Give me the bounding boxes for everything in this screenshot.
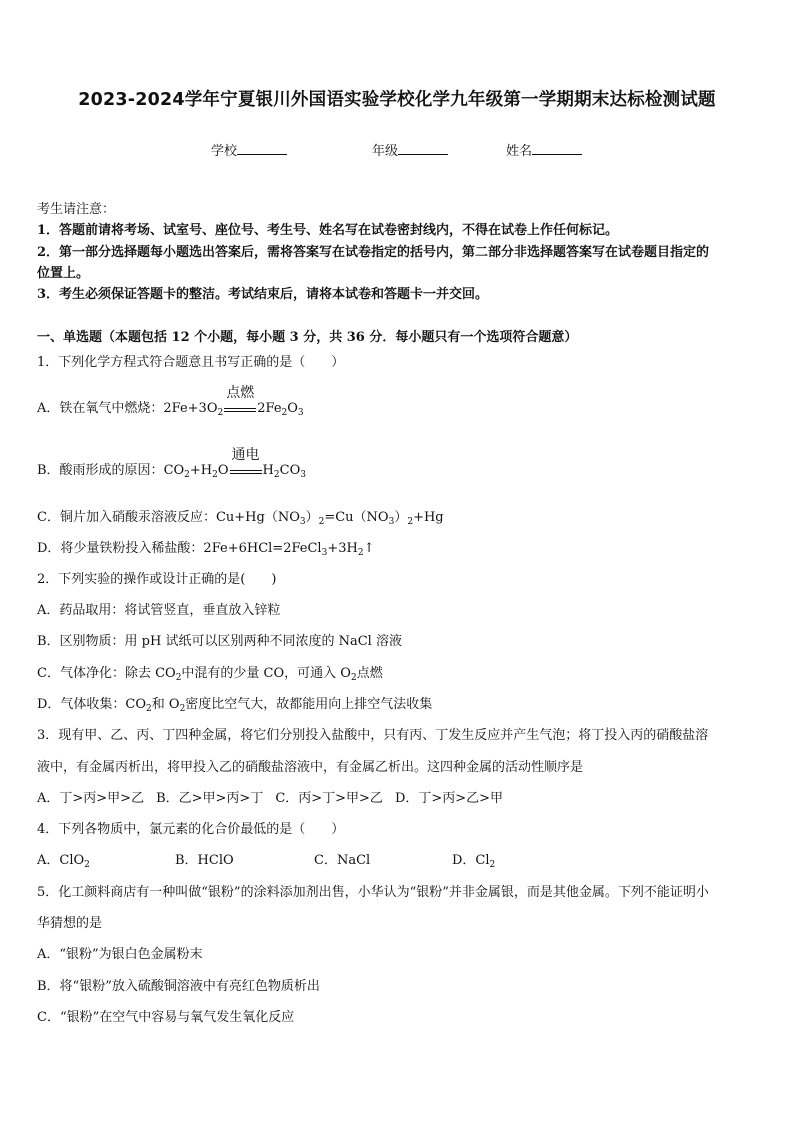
q2-option-b: B．区别物质：用 pH 试纸可以区别两种不同浓度的 NaCl 溶液 (37, 634, 402, 649)
q3-stem-1: 3．现有甲、乙、丙、丁四种金属，将它们分别投入盐酸中，只有丙、丁发生反应并产生气泡；将丁投入丙的硝酸盐溶 (37, 728, 709, 743)
q3-option-a: A．丁>丙>甲>乙 (37, 791, 145, 806)
q5-stem-1: 5．化工颜料商店有一种叫做“银粉”的涂料添加剂出售，小华认为“银粉”并非金属银，而是其他金属。下列不能证明小 (37, 885, 709, 900)
q5-option-b: B．将“银粉”放入硫酸铜溶液中有亮红色物质析出 (37, 979, 320, 994)
name-label: 姓名 (506, 144, 533, 159)
q1-stem: 1．下列化学方程式符合题意且书写正确的是（ ） (37, 355, 345, 370)
q4-option-c: C．NaCl (314, 853, 371, 868)
school-field (211, 140, 287, 159)
q3-options (37, 791, 503, 807)
q3-option-d: D．丁>丙>乙>甲 (394, 791, 504, 806)
grade-field (372, 140, 448, 159)
q1-option-b: B．酸雨形成的原因：$CO_2+H_2O$ 通电 $H_2CO_3$ (37, 447, 306, 480)
q4-option-a: A．ClO$_2$ (37, 853, 90, 870)
notice-item-2: 2．第一部分选择题每小题选出答案后，需将答案写在试卷指定的括号内，第二部分非选择题答案写在试卷题目指定的 (37, 245, 710, 260)
notice-item-3: 3．考生必须保证答题卡的整洁。考试结束后，请将本试卷和答题卡一并交回。 (37, 287, 489, 302)
q1-option-d: D．将少量铁粉投入稀盐酸：$2Fe+6HCl=2FeCl_3+3H_2↑$ (37, 541, 375, 558)
q4-option-d: D．$Cl_2$ (452, 853, 496, 870)
q1-option-c: C．铜片加入硝酸汞溶液反应：$Cu+Hg(NO_3)_2=Cu(NO_3)_2+Hg$ (37, 510, 444, 527)
notice-item-2-cont: 位置上。 (37, 266, 90, 281)
q5-option-c: C．“银粉”在空气中容易与氧气发生氧化反应 (37, 1010, 295, 1025)
notice-item-1: 1．答题前请将考场、试室号、座位号、考生号、姓名写在试卷密封线内，不得在试卷上作任何标记。 (37, 223, 619, 238)
school-label: 学校 (211, 144, 238, 159)
q3-stem-2: 液中，有金属丙析出，将甲投入乙的硝酸盐溶液中，有金属乙析出。这四种金属的活动性顺序是 (37, 760, 584, 775)
name-blank (532, 142, 582, 155)
name-field (506, 140, 582, 159)
q3-option-c: C．丙>丁>甲>乙 (275, 791, 383, 806)
school-blank (237, 142, 287, 155)
notice-heading: 考生请注意： (37, 202, 116, 217)
reaction-condition-arrow: 通电 (230, 463, 262, 479)
q2-option-a: A．药品取用：将试管竖直，垂直放入锌粒 (37, 603, 281, 618)
grade-label: 年级 (372, 144, 399, 159)
grade-blank (398, 142, 448, 155)
q5-stem-2: 华猜想的是 (37, 916, 103, 931)
q1-option-a: A．铁在氧气中燃烧：$2Fe+3O_2$ 点燃 $2Fe_2O_3$ (37, 385, 304, 418)
section-heading: 一、单选题（本题包括 12 个小题，每小题 3 分，共 36 分．每小题只有一个选项符合题意） (37, 330, 578, 345)
q2-option-c: C．气体净化：除去 $CO_2$中混有的少量 CO，可通入 $O_2$点燃 (37, 666, 383, 683)
q4-option-b: B．HClO (175, 853, 234, 868)
q2-stem: 2．下列实验的操作或设计正确的是( ) (37, 572, 277, 587)
page-title: 2023-2024学年宁夏银川外国语实验学校化学九年级第一学期期末达标检测试题 (78, 90, 716, 110)
q3-option-b: B．乙>甲>丙>丁 (156, 791, 264, 806)
q2-option-d: D．气体收集：$CO_2$和 $O_2$密度比空气大，故都能用向上排空气法收集 (37, 697, 433, 714)
q4-stem: 4．下列各物质中，氯元素的化合价最低的是（ ） (37, 822, 345, 837)
reaction-condition-arrow: 点燃 (224, 401, 256, 417)
q5-option-a: A．“银粉”为银白色金属粉末 (37, 947, 203, 962)
